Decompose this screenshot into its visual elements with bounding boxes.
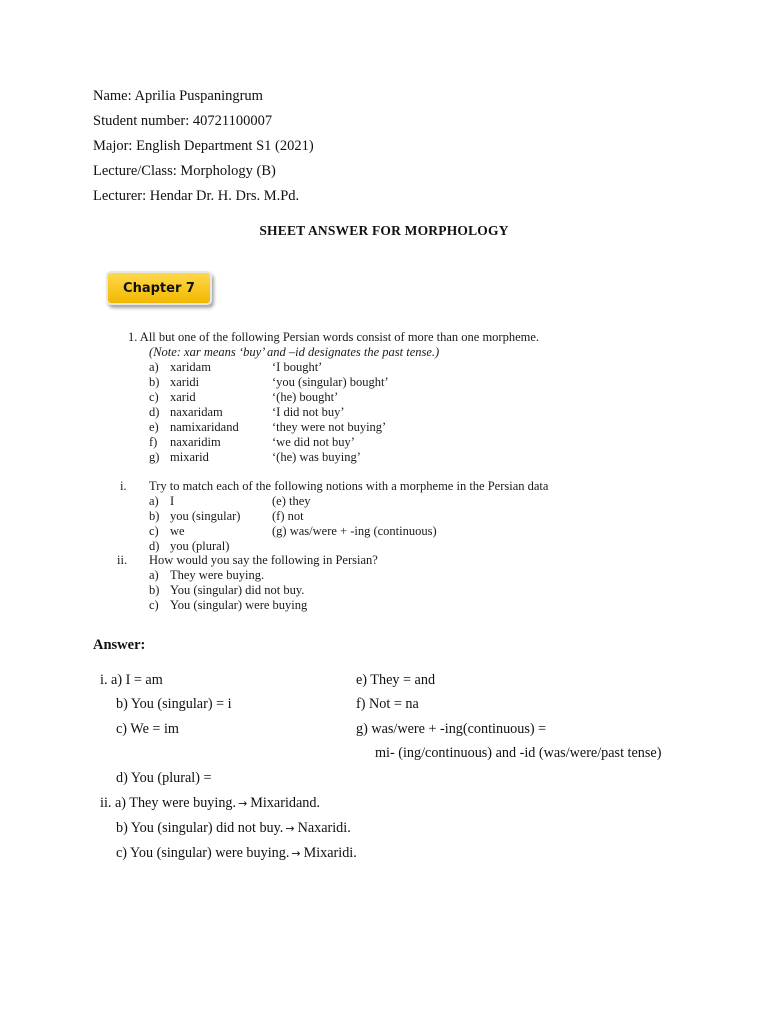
persian-word: xarid: [170, 390, 196, 404]
question-intro: 1. All but one of the following Persian words consist of more than one morpheme.: [128, 330, 540, 344]
answer-i-f: f) Not = na: [356, 696, 419, 712]
answer-ii-b-answer: Naxaridi.: [297, 820, 351, 836]
word-gloss: ‘we did not buy’: [272, 435, 355, 449]
answer-i-c: c) We = im: [116, 721, 179, 737]
word-label: a): [149, 360, 159, 374]
sentence-text: You (singular) did not buy.: [170, 583, 305, 597]
chapter-badge: Chapter 7: [106, 271, 212, 305]
persian-word: naxaridim: [170, 435, 221, 449]
sentence-text: You (singular) were buying: [170, 598, 308, 612]
answer-ii-c-answer: Mixaridi.: [303, 845, 357, 861]
notion-right: (g) was/were + -ing (continuous): [272, 524, 437, 538]
answer-ii-c-question: c) You (singular) were buying.: [116, 845, 290, 861]
right-arrow-icon: →: [238, 797, 248, 810]
word-label: c): [149, 390, 159, 404]
part-ii-instruction: How would you say the following in Persian?: [149, 553, 378, 567]
notion-label: c): [149, 524, 159, 538]
answer-i-d: d) You (plural) =: [116, 770, 212, 786]
part-i-number: i.: [120, 479, 127, 493]
notion-left: you (singular): [170, 509, 241, 523]
student-major: Major: English Department S1 (2021): [93, 138, 314, 154]
word-gloss: ‘they were not buying’: [272, 420, 387, 434]
word-label: b): [149, 375, 160, 389]
answer-i-a: i. a) I = am: [100, 672, 163, 688]
student-number: Student number: 40721100007: [93, 113, 273, 129]
answer-i-e: e) They = and: [356, 672, 436, 688]
student-name: Name: Aprilia Puspaningrum: [93, 88, 263, 104]
answer-i-b: b) You (singular) = i: [116, 696, 232, 712]
word-gloss: ‘I did not buy’: [272, 405, 345, 419]
lecturer: Lecturer: Hendar Dr. H. Drs. M.Pd.: [93, 188, 300, 204]
answer-label: Answer:: [93, 637, 146, 653]
notion-label: a): [149, 494, 159, 508]
notion-label: d): [149, 539, 160, 553]
persian-word: xaridi: [170, 375, 200, 389]
right-arrow-icon: →: [291, 847, 301, 860]
sentence-label: b): [149, 583, 160, 597]
answer-ii-b-question: b) You (singular) did not buy.: [116, 820, 284, 836]
sentence-text: They were buying.: [170, 568, 265, 582]
answer-i-g-detail: mi- (ing/continuous) and -id (was/were/past tense): [375, 745, 662, 761]
answer-ii-a-answer: Mixaridand.: [250, 795, 321, 811]
persian-word: naxaridam: [170, 405, 223, 419]
sentence-label: c): [149, 598, 159, 612]
word-gloss: ‘you (singular) bought’: [272, 375, 389, 389]
sentence-label: a): [149, 568, 159, 582]
answer-ii-a: [100, 795, 320, 812]
notion-left: you (plural): [170, 539, 230, 553]
answer-i-g: g) was/were + -ing(continuous) =: [356, 721, 547, 737]
right-arrow-icon: →: [285, 822, 295, 835]
persian-word: mixarid: [170, 450, 209, 464]
word-label: e): [149, 420, 159, 434]
question-note: (Note: xar means ‘buy’ and –id designates the past tense.): [149, 345, 440, 359]
part-ii-number: ii.: [117, 553, 128, 567]
notion-left: I: [170, 494, 175, 508]
notion-right: (e) they: [272, 494, 311, 508]
answer-ii-b: [116, 820, 351, 837]
word-gloss: ‘(he) was buying’: [272, 450, 361, 464]
page-title: SHEET ANSWER FOR MORPHOLOGY: [259, 223, 509, 238]
answer-ii-a-question: ii. a) They were buying.: [100, 795, 237, 811]
persian-word: xaridam: [170, 360, 211, 374]
word-label: d): [149, 405, 160, 419]
notion-right: (f) not: [272, 509, 304, 523]
notion-left: we: [170, 524, 185, 538]
lecture-class: Lecture/Class: Morphology (B): [93, 163, 276, 179]
word-gloss: ‘I bought’: [272, 360, 323, 374]
answer-ii-c: [116, 845, 357, 862]
word-label: g): [149, 450, 160, 464]
part-i-instruction: Try to match each of the following notions with a morpheme in the Persian data: [149, 479, 549, 493]
word-gloss: ‘(he) bought’: [272, 390, 339, 404]
notion-label: b): [149, 509, 160, 523]
persian-word: namixaridand: [170, 420, 239, 434]
word-label: f): [149, 435, 158, 449]
